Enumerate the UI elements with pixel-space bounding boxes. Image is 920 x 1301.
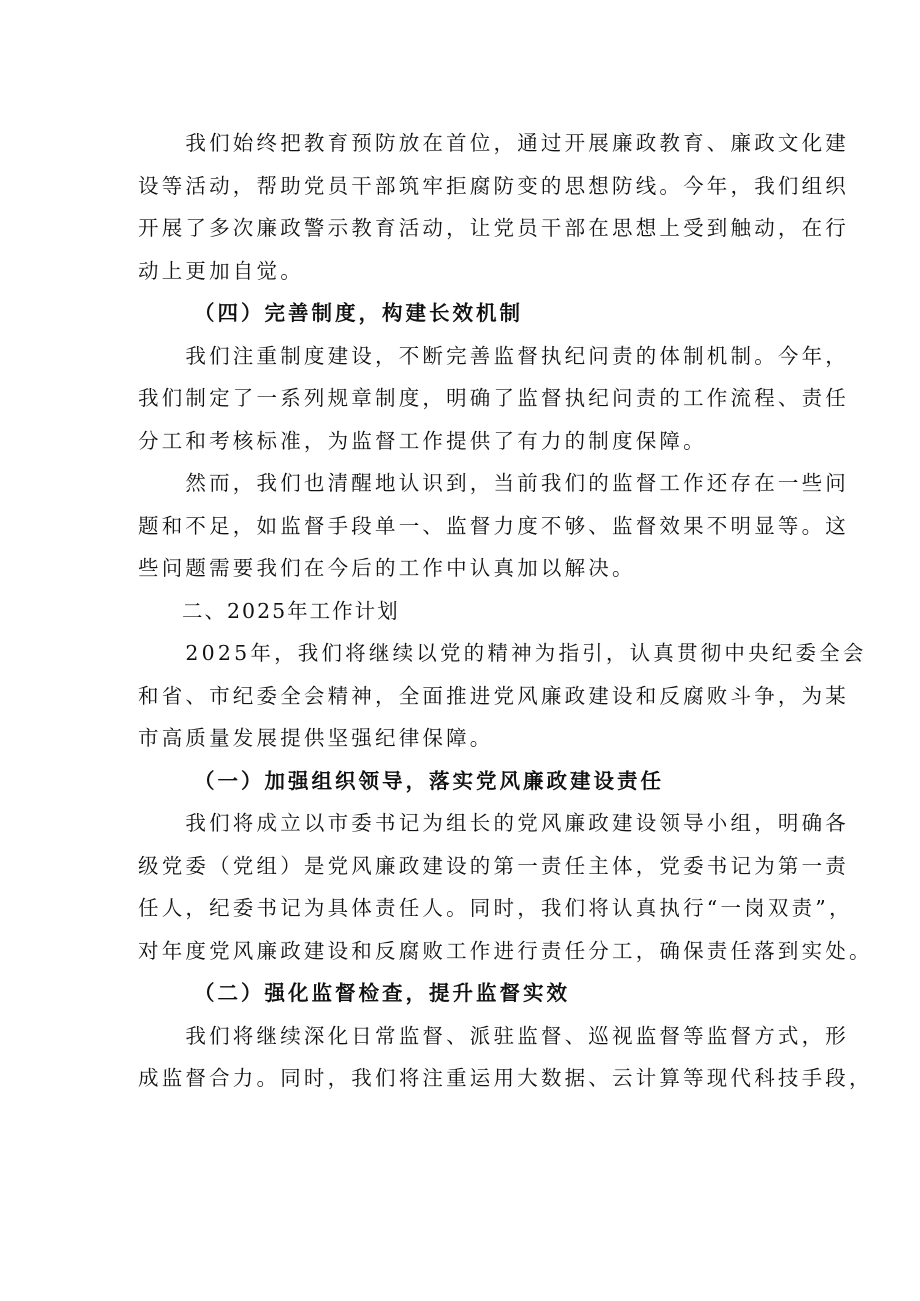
text-line: 成监督合力。同时，我们将注重运用大数据、云计算等现代科技手段， <box>138 1066 873 1090</box>
paragraph-leadership <box>138 802 873 972</box>
text-line: 动上更加自觉。 <box>138 258 304 283</box>
text-line: 我们注重制度建设，不断完善监督执纪问责的体制机制。今年， <box>138 343 849 368</box>
text-line: 开展了多次廉政警示教育活动，让党员干部在思想上受到触动，在行 <box>138 216 849 240</box>
paragraph-system-building <box>138 335 849 463</box>
text-line: 和省、市纪委全会精神，全面推进党风廉政建设和反腐败斗争，为某 <box>138 683 849 708</box>
text-line: 市高质量发展提供坚强纪律保障。 <box>138 726 494 750</box>
text-line: 然而，我们也清醒地认识到，当前我们的监督工作还存在一些问 <box>138 471 849 495</box>
document-body <box>138 122 873 1100</box>
text-line: 2025年，我们将继续以党的精神为指引，认真贯彻中央纪委全会 <box>138 641 867 665</box>
section-heading-1: （一）加强组织领导，落实党风廉政建设责任 <box>194 768 664 793</box>
chapter-heading-2025-plan: 二、2025年工作计划 <box>182 598 400 623</box>
text-line: 我们将继续深化日常监督、派驻监督、巡视监督等监督方式，形 <box>138 1023 849 1048</box>
text-line: 些问题需要我们在今后的工作中认真加以解决。 <box>138 556 636 580</box>
paragraph-education-prevention <box>138 122 849 292</box>
section-heading-4: （四）完善制度，构建长效机制 <box>194 301 523 325</box>
section-heading-2: （二）强化监督检查，提升监督实效 <box>194 981 570 1005</box>
text-line: 我们将成立以市委书记为组长的党风廉政建设领导小组，明确各 <box>138 811 849 835</box>
text-line: 任人，纪委书记为具体责任人。同时，我们将认真执行“一岗双责”， <box>138 896 853 920</box>
paragraph-supervision <box>138 1015 873 1100</box>
text-line: 对年度党风廉政建设和反腐败工作进行责任分工，确保责任落到实处。 <box>138 938 873 963</box>
text-line: 级党委（党组）是党风廉政建设的第一责任主体，党委书记为第一责 <box>138 853 849 878</box>
paragraph-shortcomings <box>138 462 849 590</box>
text-line: 我们始终把教育预防放在首位，通过开展廉政教育、廉政文化建 <box>138 131 849 155</box>
text-line: 设等活动，帮助党员干部筑牢拒腐防变的思想防线。今年，我们组织 <box>138 173 849 198</box>
paragraph-2025-intro <box>138 632 867 760</box>
text-line: 我们制定了一系列规章制度，明确了监督执纪问责的工作流程、责任 <box>138 386 849 410</box>
text-line: 题和不足，如监督手段单一、监督力度不够、监督效果不明显等。这 <box>138 513 849 538</box>
text-line: 分工和考核标准，为监督工作提供了有力的制度保障。 <box>138 428 707 453</box>
